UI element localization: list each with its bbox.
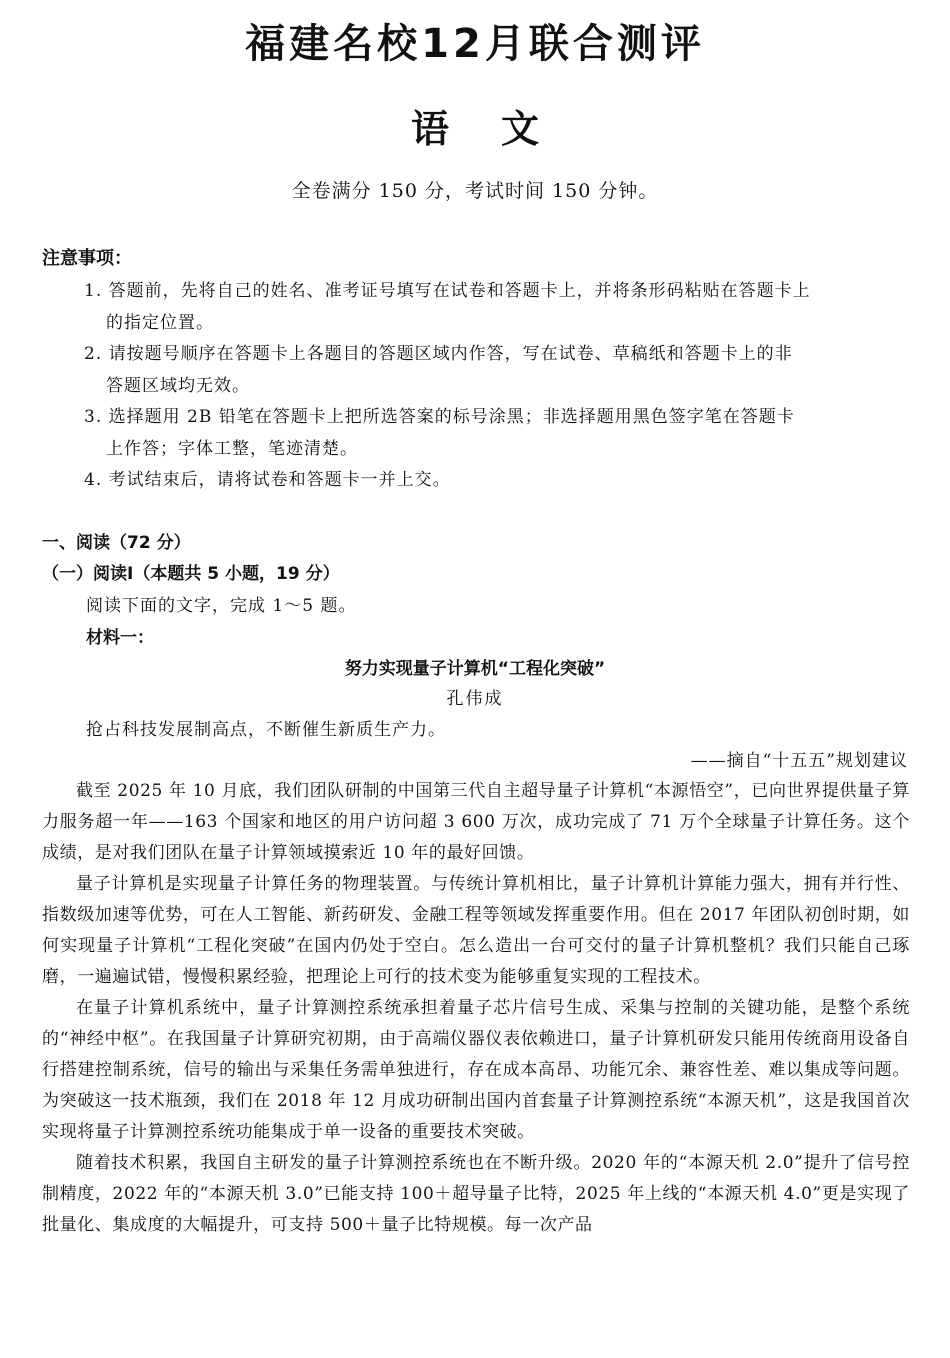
notice-item-continuation: 的指定位置。 xyxy=(106,312,214,333)
paragraph: 量子计算机是实现量子计算任务的物理装置。与传统计算机相比，量子计算机计算能力强大，拥有并行性、指数级加速等优势，可在人工智能、新药研发、金融工程等领域发挥重要作用。但在 2017 年团队初创时期，如何实现量子计算机“工程化突破”在国内仍处于空白。怎么造出一台可交付的量子计算机整机？我们只能自己琢磨，一遍遍试错，慢慢积累经验，把理论上可行的技术变为能够重复实现的工程技术。 xyxy=(42,874,910,987)
notice-item xyxy=(84,402,910,465)
subsection-title: （一）阅读Ⅰ（本题共 5 小题，19 分） xyxy=(42,564,340,584)
paragraph: 截至 2025 年 10 月底，我们团队研制的中国第三代自主超导量子计算机“本源悟空”，已向世界提供量子算力服务超一年——163 个国家和地区的用户访问超 3 600 万次，成功完成了 71 万个全球量子计算任务。这个成绩，是对我们团队在量子计算领域摸索近 10 年的最好回馈。 xyxy=(42,781,910,863)
notice-item xyxy=(84,339,910,402)
paragraph: 随着技术积累，我国自主研发的量子计算测控系统也在不断升级。2020 年的“本源天机 2.0”提升了信号控制精度，2022 年的“本源天机 3.0”已能支持 100＋超导量子比特，2025 年上线的“本源天机 4.0”更是实现了批量化、集成度的大幅提升，可支持 500＋量子比特规模。每一次产品 xyxy=(42,1153,910,1235)
reading-instruction: 阅读下面的文字，完成 1～5 题。 xyxy=(86,596,357,616)
notice-item-text: 3. 选择题用 2B 铅笔在答题卡上把所选答案的标号涂黑；非选择题用黑色签字笔在答题卡 xyxy=(84,407,795,427)
article-body xyxy=(42,776,910,1241)
article-author: 孔伟成 xyxy=(446,689,504,709)
notice-item-text: 2. 请按题号顺序在答题卡上各题目的答题区域内作答，写在试卷、草稿纸和答题卡上的非 xyxy=(84,344,793,364)
notice-item-text: 1. 答题前，先将自己的姓名、准考证号填写在试卷和答题卡上，并将条形码粘贴在答题卡上 xyxy=(84,281,811,301)
exam-info: 全卷满分 150 分，考试时间 150 分钟。 xyxy=(291,180,659,202)
notice-item-continuation: 答题区域均无效。 xyxy=(106,375,250,396)
notice-item-text: 4. 考试结束后，请将试卷和答题卡一并上交。 xyxy=(84,470,451,490)
subject-title: 语文 xyxy=(410,107,591,151)
exam-title: 福建名校12月联合测评 xyxy=(245,21,705,67)
part-title: 一、阅读（72 分） xyxy=(42,533,191,553)
notice-item xyxy=(84,276,910,339)
article-title: 努力实现量子计算机“工程化突破” xyxy=(344,659,606,679)
notice-item xyxy=(84,465,910,497)
epigraph-source: ——摘自“十五五”规划建议 xyxy=(690,751,908,771)
notice-list xyxy=(84,276,910,497)
notice-title: 注意事项： xyxy=(42,248,132,269)
notice-item-continuation: 上作答；字体工整，笔迹清楚。 xyxy=(106,438,358,459)
paragraph: 在量子计算机系统中，量子计算测控系统承担着量子芯片信号生成、采集与控制的关键功能，是整个系统的“神经中枢”。在我国量子计算研究初期，由于高端仪器仪表依赖进口，量子计算机研发只能用传统商用设备自行搭建控制系统，信号的输出与采集任务需单独进行，存在成本高昂、功能冗余、兼容性差、难以集成等问题。为突破这一技术瓶颈，我们在 2018 年 12 月成功研制出国内首套量子计算测控系统“本源天机”，这是我国首次实现将量子计算测控系统功能集成于单一设备的重要技术突破。 xyxy=(42,998,910,1142)
material-label: 材料一： xyxy=(86,628,154,648)
epigraph: 抢占科技发展制高点，不断催生新质生产力。 xyxy=(86,720,446,740)
